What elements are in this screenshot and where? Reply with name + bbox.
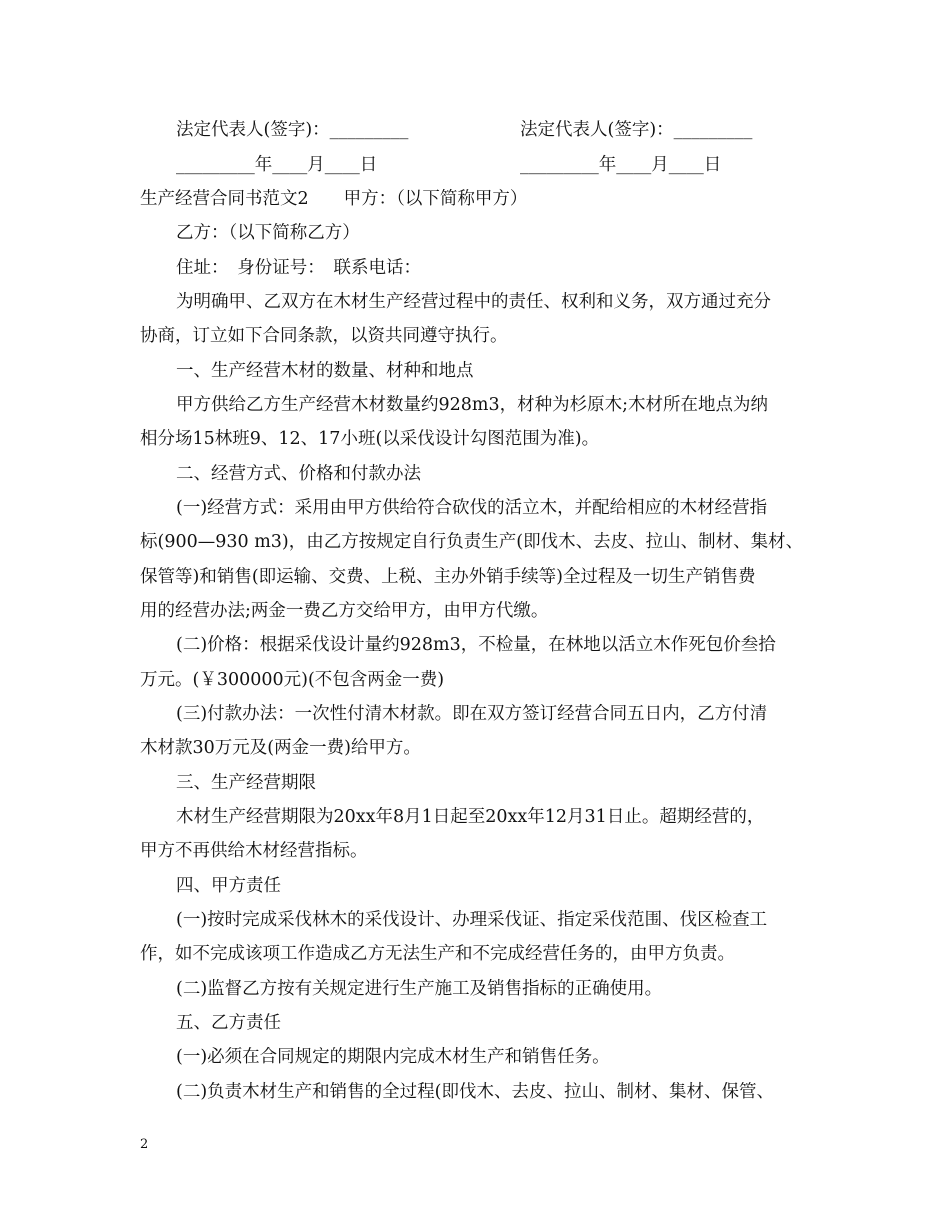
- section-heading: 五、乙方责任: [176, 1013, 281, 1033]
- body-line: 作，如不完成该项工作造成乙方无法生产和不完成经营任务的，由甲方负责。: [140, 944, 735, 964]
- party-b-line: 乙方：（以下简称乙方）: [176, 223, 360, 243]
- right-representative-signature: 法定代表人(签字)：_________: [520, 120, 753, 140]
- body-line: (一)按时完成采伐林木的采伐设计、办理采伐证、指定采伐范围、伐区检查工: [176, 910, 768, 930]
- body-line: 万元。(￥300000元)(不包含两金一费): [140, 670, 445, 690]
- body-line: 木材款30万元及(两金一费)给甲方。: [140, 738, 421, 758]
- left-representative-signature: 法定代表人(签字)：_________: [176, 120, 409, 140]
- body-line: 标(900—930 m3)，由乙方按规定自行负责生产(即伐木、去皮、拉山、制材、集材、: [140, 532, 804, 552]
- body-line: 相分场15林班9、12、17小班(以采伐设计勾图范围为准)。: [140, 429, 600, 449]
- page-number: 2: [140, 1137, 149, 1152]
- body-line: (二)负责木材生产和销售的全过程(即伐木、去皮、拉山、制材、集材、保管、: [176, 1082, 774, 1102]
- body-line: (一)必须在合同规定的期限内完成木材生产和销售任务。: [176, 1047, 610, 1067]
- body-line: (二)价格：根据采伐设计量约928m3，不检量，在林地以活立木作死包价叁拾: [176, 635, 776, 655]
- body-line: 木材生产经营期限为20xx年8月1日起至20xx年12月31日止。超期经营的，: [176, 807, 765, 827]
- body-line: (一)经营方式：采用由甲方供给符合砍伐的活立木，并配给相应的木材经营指: [176, 498, 768, 518]
- left-signature-date: _________年____月____日: [176, 155, 378, 175]
- address-line: 住址： 身份证号： 联系电话：: [176, 258, 421, 278]
- body-line: 甲方供给乙方生产经营木材数量约928m3，材种为杉原木;木材所在地点为纳: [176, 395, 769, 415]
- body-line: 协商，订立如下合同条款，以资共同遵守执行。: [140, 326, 508, 346]
- section-heading: 二、经营方式、价格和付款办法: [176, 464, 421, 484]
- body-line: 甲方不再供给木材经营指标。: [140, 841, 368, 861]
- body-line: 保管等)和销售(即运输、交费、上税、主办外销手续等)全过程及一切生产销售费: [140, 567, 756, 587]
- body-line: (三)付款办法：一次性付清木材款。即在双方签订经营合同五日内，乙方付清: [176, 704, 768, 724]
- section-heading: 四、甲方责任: [176, 876, 281, 896]
- right-signature-date: _________年____月____日: [520, 155, 722, 175]
- body-line: 用的经营办法;两金一费乙方交给甲方，由甲方代缴。: [140, 601, 549, 621]
- contract-title-line: 生产经营合同书范文2 甲方：（以下简称甲方）: [140, 189, 528, 209]
- body-line: (二)监督乙方按有关规定进行生产施工及销售指标的正确使用。: [176, 979, 663, 999]
- section-heading: 三、生产经营期限: [176, 773, 316, 793]
- section-heading: 一、生产经营木材的数量、材种和地点: [176, 361, 474, 381]
- body-line: 为明确甲、乙双方在木材生产经营过程中的责任、权利和义务，双方通过充分: [176, 292, 771, 312]
